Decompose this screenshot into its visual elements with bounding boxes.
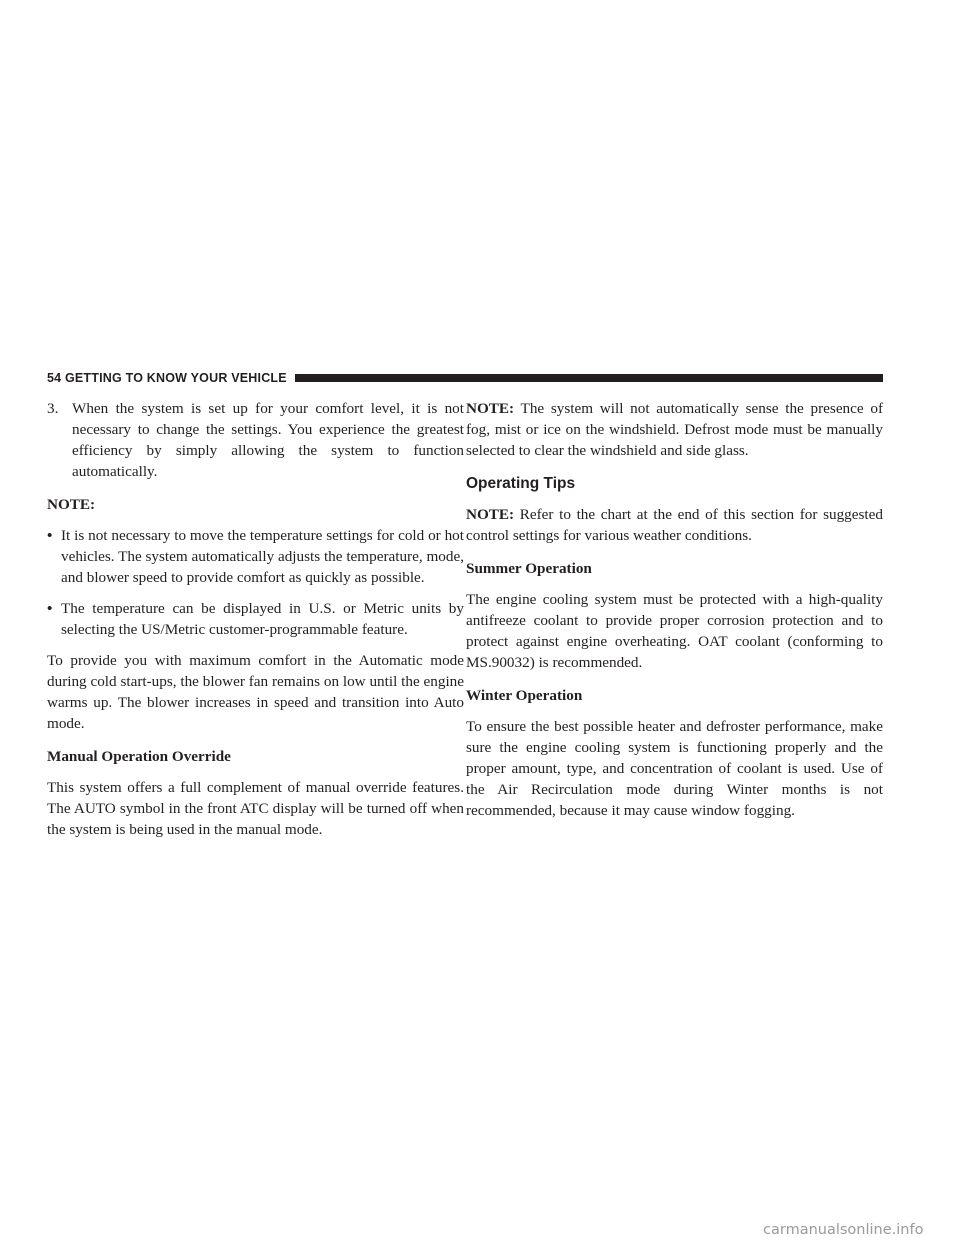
summer-operation-paragraph: The engine cooling system must be protected with a high-quality antifreeze coolant to provide proper corrosion protection and to protect against engine overheating. OAT coolant (conforming to MS.90032) is recommended.: [466, 591, 883, 671]
watermark-text: carmanualsonline.info: [763, 1222, 924, 1238]
note-label: NOTE:: [466, 506, 515, 523]
numbered-item-3: [47, 398, 464, 482]
header-rule: [295, 374, 883, 382]
bullet-text: The temperature can be displayed in U.S. or Metric units by selecting the US/Metric customer-programmable feature.: [61, 600, 464, 638]
bullet-symbol: •: [47, 600, 53, 617]
fog-note-paragraph: [466, 398, 883, 461]
manual-override-paragraph: This system offers a full complement of manual override features. The AUTO symbol in the front ATC display will be turned off when the system is being used in the manual mode.: [47, 779, 464, 838]
item-number: 3.: [47, 400, 59, 417]
note-text: The system will not automatically sense the presence of fog, mist or ice on the windshield. Defrost mode must be manually selected to clear the windshield and side glass.: [466, 400, 883, 459]
page-number-title: 54 GETTING TO KNOW YOUR VEHICLE: [47, 371, 287, 385]
manual-override-heading: Manual Operation Override: [47, 748, 231, 765]
chart-note-paragraph: [466, 504, 883, 546]
bullet-symbol: •: [47, 527, 53, 544]
winter-operation-paragraph: To ensure the best possible heater and defroster performance, make sure the engine cooling system is functioning properly and the proper amount, type, and concentration of coolant is used. Use of the Air Recirculation mode during Winter months is not recommended, because it may cause window fogging.: [466, 718, 883, 819]
left-column: [47, 398, 464, 852]
note-label: NOTE:: [466, 400, 515, 417]
winter-operation-heading: Winter Operation: [466, 687, 583, 704]
item-text: When the system is set up for your comfort level, it is not necessary to change the settings. You experience the greatest efficiency by simply allowing the system to function automatically.: [72, 400, 464, 480]
comfort-paragraph: To provide you with maximum comfort in the Automatic mode during cold start-ups, the blower fan remains on low until the engine warms up. The blower increases in speed and transition into Auto mode.: [47, 652, 464, 732]
bullet-item: [47, 598, 464, 640]
bullet-item: [47, 525, 464, 588]
right-column: [466, 398, 883, 833]
summer-operation-heading: Summer Operation: [466, 560, 592, 577]
operating-tips-heading: Operating Tips: [466, 475, 576, 492]
note-text: Refer to the chart at the end of this section for suggested control settings for various weather conditions.: [466, 506, 883, 544]
running-header: [47, 370, 883, 386]
bullet-text: It is not necessary to move the temperature settings for cold or hot vehicles. The system automatically adjusts the temperature, mode, and blower speed to provide comfort as quickly as possible.: [61, 527, 464, 586]
note-label: NOTE:: [47, 496, 96, 513]
